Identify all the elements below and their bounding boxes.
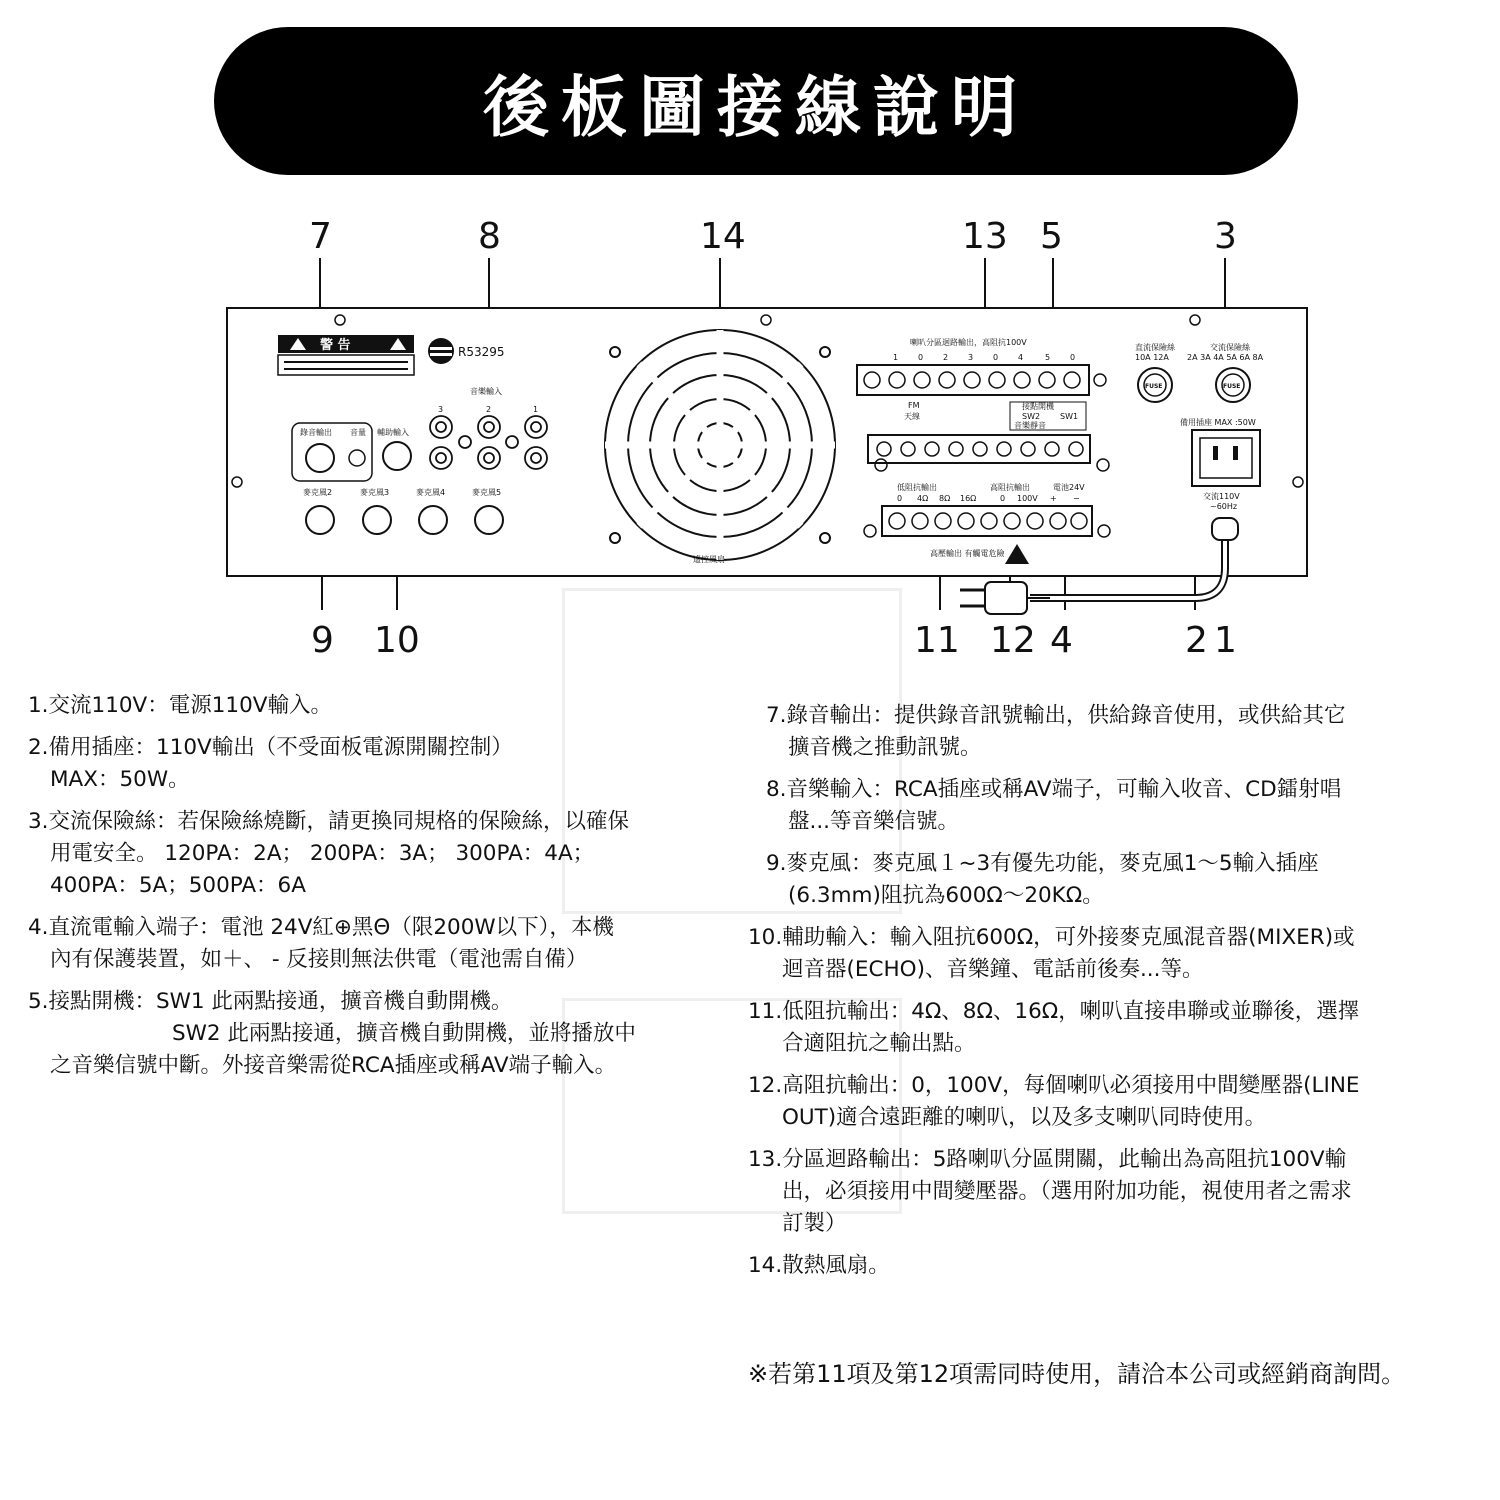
zone-num-7: 5 bbox=[1045, 353, 1051, 362]
ac-fuse-label: 交流保險絲 bbox=[1210, 343, 1250, 352]
callout-11: 11 bbox=[914, 620, 960, 661]
spk-term-8: 8Ω bbox=[939, 494, 951, 503]
callout-7: 7 bbox=[309, 216, 332, 257]
spk-term-hi0: 0 bbox=[1000, 494, 1006, 503]
volume-label: 音量 bbox=[350, 428, 366, 437]
low-impedance-label: 低阻抗輸出 bbox=[897, 483, 937, 492]
rca-number-3: 3 bbox=[438, 405, 444, 414]
callout-10: 10 bbox=[374, 620, 420, 661]
contact-switch-label: 接點開機 bbox=[1022, 402, 1054, 411]
battery-label: 電池24V bbox=[1053, 483, 1085, 492]
rca-number-2: 2 bbox=[486, 405, 492, 414]
spk-term-minus: − bbox=[1073, 494, 1080, 503]
warning-small-text: 高壓輸出 有觸電危險 bbox=[930, 549, 1005, 558]
rear-panel-diagram bbox=[0, 190, 1500, 670]
power-plug bbox=[985, 582, 1027, 614]
mic-label-4: 麥克風4 bbox=[416, 488, 446, 497]
zone-num-6: 4 bbox=[1018, 353, 1024, 362]
ac-input-label: 交流110V bbox=[1203, 492, 1240, 501]
page-title: 後板圖接線說明 bbox=[483, 67, 1029, 146]
desc-item-1: 1.交流110V：電源110V輸入。 bbox=[28, 693, 333, 718]
right-descriptions bbox=[748, 700, 1468, 1292]
spk-term-16: 16Ω bbox=[960, 494, 977, 503]
desc-item-3: 3.交流保險絲：若保險絲燒斷，請更換同規格的保險絲，以確保 用電安全。 120PA：2A； 200PA：3A； 300PA：4A； 400PA：5A；500PA：6A bbox=[28, 809, 630, 898]
music-mute-label: 音樂靜音 bbox=[1014, 421, 1046, 430]
desc-item-9: 9.麥克風：麥克風１~3有優先功能，麥克風1～5輸入插座 (6.3mm)阻抗為600Ω～20KΩ。 bbox=[766, 851, 1319, 908]
aux-input-label: 輔助輸入 bbox=[377, 428, 409, 437]
callout-14: 14 bbox=[700, 216, 746, 257]
callout-3: 3 bbox=[1214, 216, 1237, 257]
sw2-label: SW2 bbox=[1022, 412, 1041, 421]
desc-item-13: 13.分區迴路輸出：5路喇叭分區開關，此輸出為高阻抗100V輸 出，必須接用中間變壓器。（選用附加功能，視使用者之需求 訂製） bbox=[748, 1147, 1352, 1236]
music-input-label: 音樂輸入 bbox=[470, 387, 502, 396]
spk-term-0: 0 bbox=[897, 494, 903, 503]
dc-fuse-text: FUSE bbox=[1145, 383, 1163, 390]
zone-num-3: 2 bbox=[943, 353, 949, 362]
left-descriptions bbox=[28, 690, 728, 1092]
spk-term-4: 4Ω bbox=[917, 494, 929, 503]
desc-item-2: 2.備用插座：110V輸出（不受面板電源開關控制） MAX：50W。 bbox=[28, 735, 513, 792]
zone-num-8: 0 bbox=[1070, 353, 1076, 362]
mic-label-5: 麥克風5 bbox=[472, 488, 502, 497]
warning-label-text: 警 告 bbox=[320, 338, 351, 353]
mic-label-2: 麥克風2 bbox=[303, 488, 333, 497]
high-impedance-label: 高阻抗輸出 bbox=[990, 483, 1030, 492]
footnote: ※若第11項及第12項需同時使用，請洽本公司或經銷商詢問。 bbox=[748, 1360, 1406, 1388]
title-banner bbox=[214, 27, 1298, 175]
ac-fuse-values: 2A 3A 4A 5A 6A 8A bbox=[1187, 353, 1264, 362]
callout-1: 1 bbox=[1214, 620, 1237, 661]
desc-item-11: 11.低阻抗輸出：4Ω、8Ω、16Ω，喇叭直接串聯或並聯後，選擇 合適阻抗之輸出點。 bbox=[748, 999, 1360, 1056]
callout-12: 12 bbox=[990, 620, 1036, 661]
desc-item-10: 10.輔助輸入：輸入阻抗600Ω，可外接麥克風混音器(MIXER)或 迴音器(ECHO)、音樂鐘、電話前後奏...等。 bbox=[748, 925, 1355, 982]
mic-label-3: 麥克風3 bbox=[360, 488, 390, 497]
dc-fuse-label: 直流保險絲 bbox=[1135, 343, 1175, 352]
desc-item-8: 8.音樂輸入：RCA插座或稱AV端子，可輸入收音、CD鐳射唱 盤...等音樂信號。 bbox=[766, 777, 1342, 834]
callout-4: 4 bbox=[1050, 620, 1073, 661]
sw1-label: SW1 bbox=[1060, 412, 1079, 421]
spk-term-plus: + bbox=[1050, 494, 1057, 503]
zone-terminal-label: 喇叭分區迴路輸出，高阻抗100V bbox=[910, 338, 1027, 347]
callout-5: 5 bbox=[1040, 216, 1063, 257]
callout-2: 2 bbox=[1185, 620, 1208, 661]
spk-term-100v: 100V bbox=[1017, 494, 1038, 503]
record-output-label: 錄音輸出 bbox=[300, 428, 332, 437]
dc-fuse-values: 10A 12A bbox=[1135, 353, 1169, 362]
desc-item-12: 12.高阻抗輸出：0，100V，每個喇叭必須接用中間變壓器(LINE OUT)適合遠距離的喇叭，以及多支喇叭同時使用。 bbox=[748, 1073, 1360, 1130]
callout-13: 13 bbox=[962, 216, 1008, 257]
antenna-label: 天線 bbox=[904, 412, 920, 421]
outlet-label: 備用插座 MAX :50W bbox=[1180, 418, 1256, 427]
desc-item-14: 14.散熱風扇。 bbox=[748, 1253, 890, 1278]
fan-label: 遙控風扇 bbox=[693, 555, 725, 564]
desc-item-5: 5.接點開機：SW1 此兩點接通，擴音機自動開機。 SW2 此兩點接通，擴音機自動開機，並將播放中 之音樂信號中斷。外接音樂需從RCA插座或稱AV端子輸入。 bbox=[28, 989, 636, 1078]
cert-code: R53295 bbox=[458, 345, 505, 359]
callout-8: 8 bbox=[478, 216, 501, 257]
frequency-label: ~60Hz bbox=[1210, 502, 1238, 511]
fm-label: FM bbox=[908, 401, 920, 410]
desc-item-7: 7.錄音輸出：提供錄音訊號輸出，供給錄音使用，或供給其它 擴音機之推動訊號。 bbox=[766, 703, 1346, 760]
rca-number-1: 1 bbox=[533, 405, 539, 414]
desc-item-4: 4.直流電輸入端子：電池 24V紅⊕黑Θ（限200W以下），本機 內有保護裝置，如＋、 - 反接則無法供電（電池需自備） bbox=[28, 915, 614, 972]
zone-num-4: 3 bbox=[968, 353, 974, 362]
certification-logo-icon bbox=[428, 338, 454, 364]
zone-num-2: 0 bbox=[918, 353, 924, 362]
ac-fuse-text: FUSE bbox=[1223, 383, 1241, 390]
callout-9: 9 bbox=[311, 620, 334, 661]
zone-num-5: 0 bbox=[993, 353, 999, 362]
zone-num-1: 1 bbox=[893, 353, 899, 362]
